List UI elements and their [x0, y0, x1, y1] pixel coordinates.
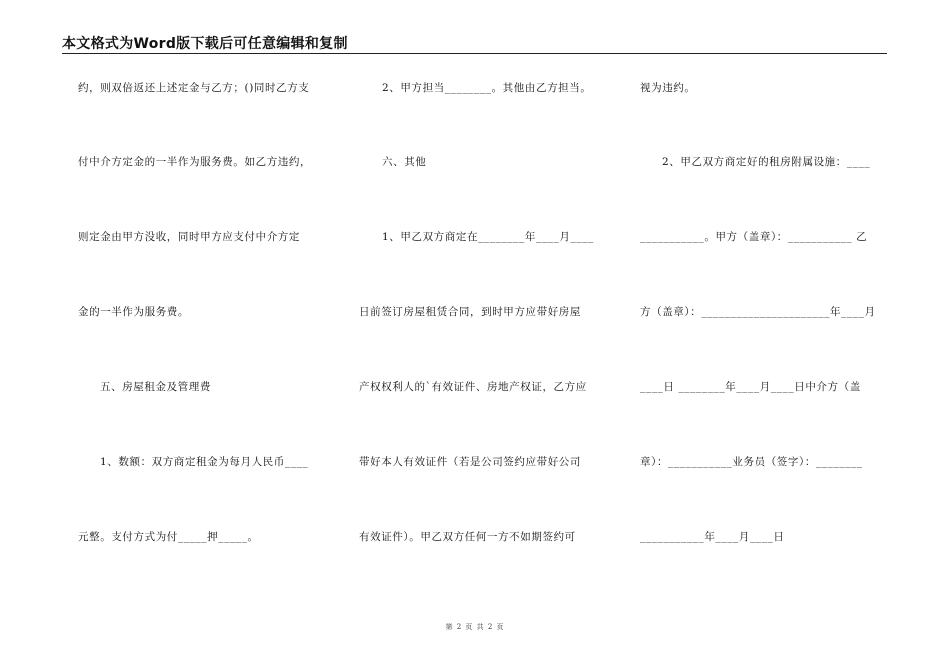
text-line: 日前签订房屋租赁合同，到时甲方应带好房屋 [359, 306, 581, 318]
header-divider [62, 53, 887, 54]
text-line: 元整。支付方式为付_____押_____。 [78, 531, 259, 543]
signature-line: ___________。甲方（盖章）：___________ 乙 [640, 231, 868, 243]
signature-line: ____日 ________年____月____日中介方（盖 [640, 381, 861, 393]
signature-line: 章）：___________业务员（签字）：________ [640, 456, 863, 468]
signature-line: 方（盖章）：______________________年____月 [640, 306, 876, 318]
text-line: 1、甲乙双方商定在________年____月____ [382, 231, 594, 243]
text-line: 有效证件）。甲乙双方任何一方不如期签约可 [359, 531, 576, 543]
text-line: 则定金由甲方没收，同时甲方应支付中介方定 [78, 231, 300, 243]
section-heading: 五、房屋租金及管理费 [100, 381, 211, 393]
text-line: 金的一半作为服务费。 [78, 306, 189, 318]
text-line: 2、甲方担当________。其他由乙方担当。 [382, 82, 592, 94]
text-line: 带好本人有效证件（若是公司签约应带好公司 [359, 456, 581, 468]
section-heading: 六、其他 [382, 156, 427, 168]
text-line: 2、甲乙双方商定好的租房附属设施：____ [662, 156, 871, 168]
text-line: 约，则双倍返还上述定金与乙方；()同时乙方支 [78, 82, 310, 94]
page-number: 第 2 页 共 2 页 [445, 623, 505, 631]
header-title: 本文格式为Word版下载后可任意编辑和复制 [62, 36, 348, 52]
text-line: 付中介方定金的一半作为服务费。如乙方违约， [78, 156, 312, 168]
text-line: 视为违约。 [640, 82, 696, 94]
text-line: 1、数额：双方商定租金为每月人民币____ [100, 456, 309, 468]
text-line: 产权权利人的`有效证件、房地产权证，乙方应 [359, 381, 587, 393]
date-line: ___________年____月____日 [640, 531, 785, 543]
